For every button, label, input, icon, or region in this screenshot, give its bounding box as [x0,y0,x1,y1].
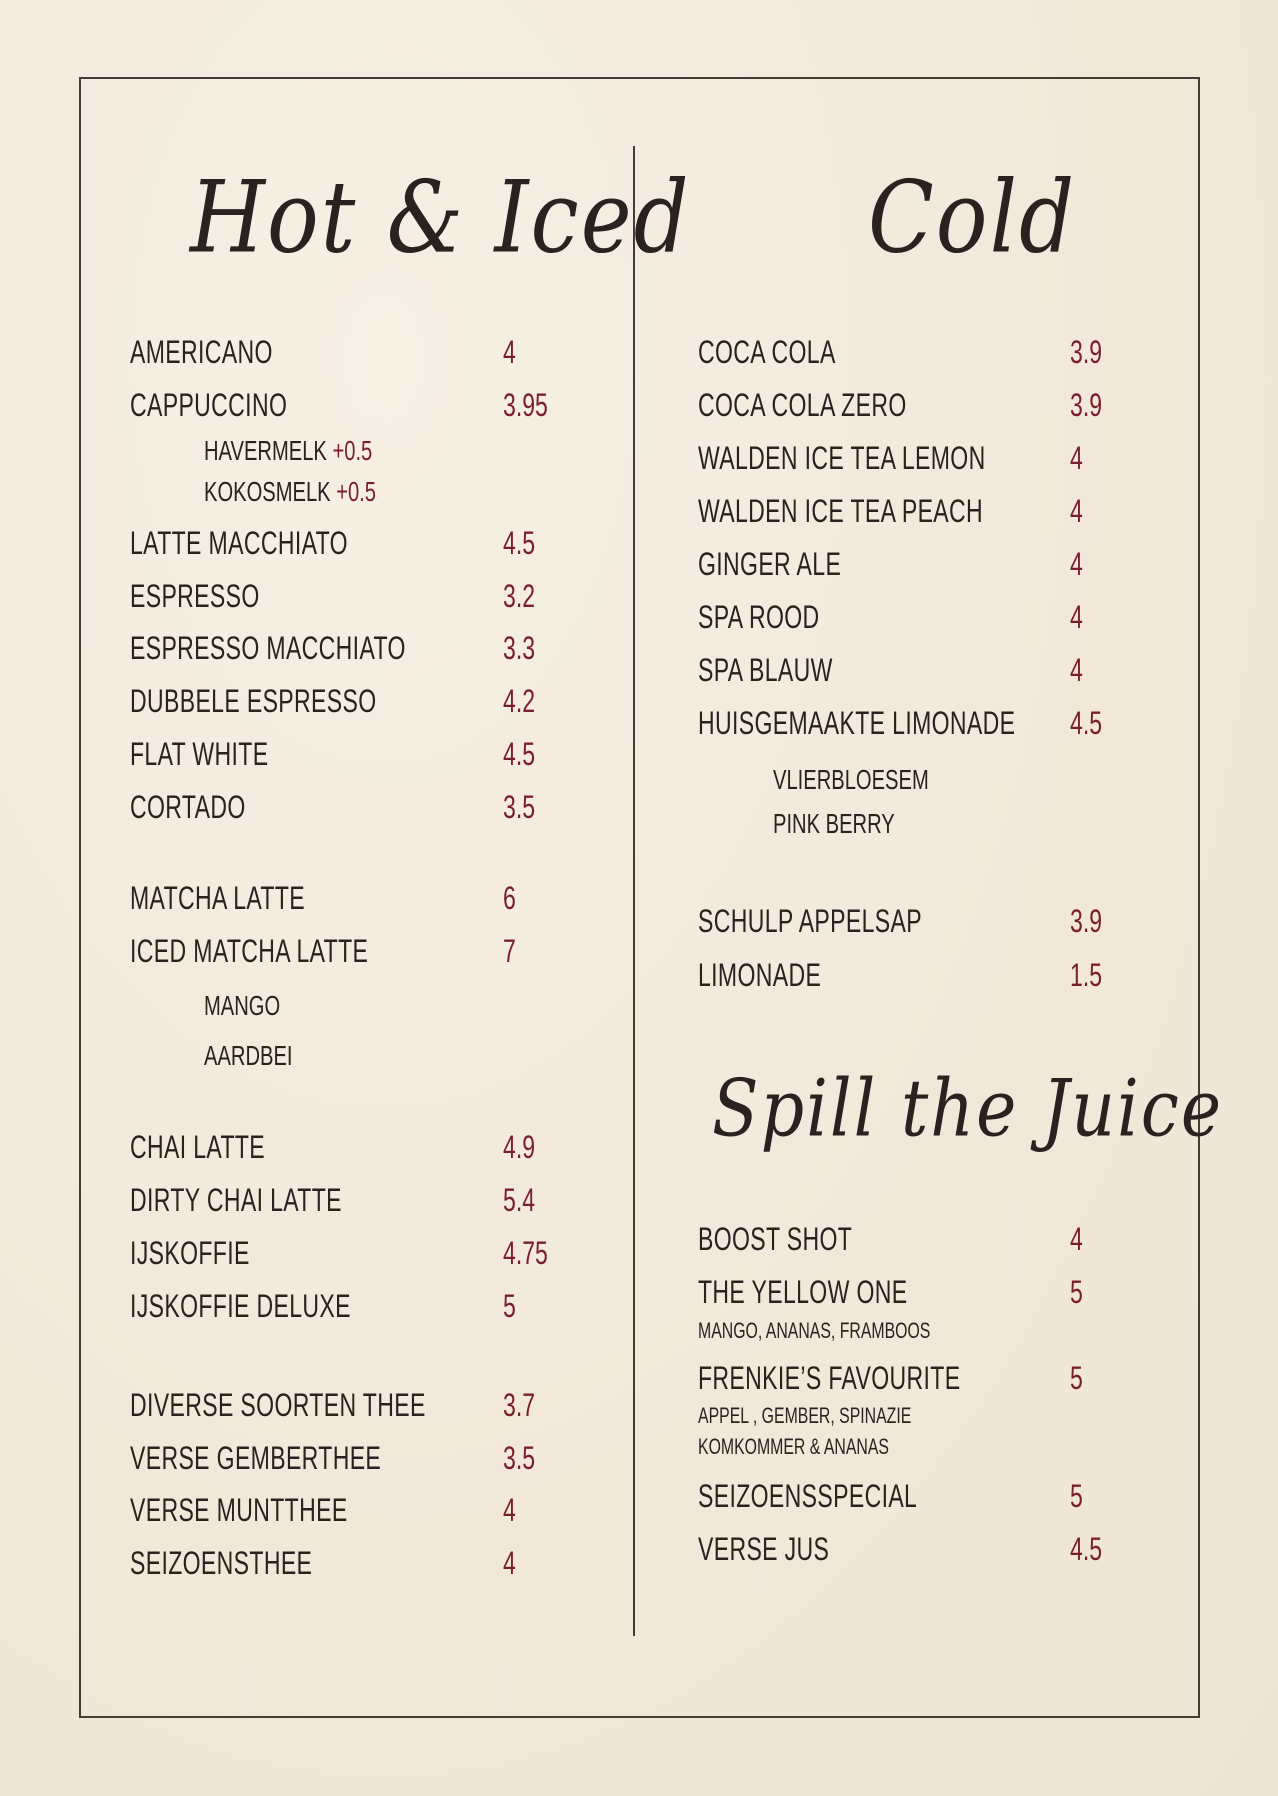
menu-item-price: 6 [503,880,516,916]
menu-item-price: 3.9 [1070,334,1103,370]
menu-item-price: 3.95 [503,387,548,423]
menu-item-price: 3.9 [1070,387,1103,423]
menu-item-name: IJSKOFFIE DELUXE [130,1288,351,1324]
section-title-hot-iced: Hot & Iced [190,160,691,276]
menu-item-price: 4.5 [1070,1531,1103,1567]
menu-item-price: 4.2 [503,683,536,719]
menu-item-name: COCA COLA [698,334,836,370]
menu-item-name: SPA ROOD [698,599,820,635]
menu-item-price: 4 [1070,599,1083,635]
column-divider [633,146,635,1636]
menu-item-price: 5 [1070,1360,1083,1396]
menu-item-price: 4.5 [1070,705,1103,741]
menu-item-name: DUBBELE ESPRESSO [130,683,377,719]
menu-item-price: 4 [503,334,516,370]
menu-item-name: CORTADO [130,789,246,825]
menu-item-price: 3.3 [503,630,536,666]
menu-item-name: LATTE MACCHIATO [130,525,348,561]
menu-item-name: SCHULP APPELSAP [698,903,922,939]
menu-item-name: GINGER ALE [698,546,842,582]
menu-item-price: 4 [503,1545,516,1581]
milk-option-extra: +0.5 [336,476,377,507]
menu-item-price: 4 [1070,1221,1083,1257]
section-title-cold: Cold [868,160,1077,276]
menu-item-price: 5 [1070,1478,1083,1514]
menu-item-price: 4 [1070,440,1083,476]
menu-item-price: 7 [503,933,516,969]
menu-item-name: SEIZOENSTHEE [130,1545,313,1581]
menu-item-name: FRENKIE’S FAVOURITE [698,1360,961,1396]
menu-item-name: BOOST SHOT [698,1221,853,1257]
menu-item-name: ICED MATCHA LATTE [130,933,369,969]
menu-item-price: 4.75 [503,1235,548,1271]
menu-item-price: 5.4 [503,1182,536,1218]
menu-item-name: ESPRESSO MACCHIATO [130,630,406,666]
ingredient-note: APPEL , GEMBER, SPINAZIE [698,1403,912,1428]
menu-item-price: 3.5 [503,1440,536,1476]
milk-option-name: HAVERMELK [204,435,327,466]
menu-item-name: SPA BLAUW [698,652,833,688]
menu-item-name: WALDEN ICE TEA LEMON [698,440,986,476]
menu-item-price: 1.5 [1070,957,1103,993]
menu-item-name: SEIZOENSSPECIAL [698,1478,918,1514]
menu-item-name: ESPRESSO [130,578,260,614]
menu-item-name: DIVERSE SOORTEN THEE [130,1387,426,1423]
menu-item-name: VERSE GEMBERTHEE [130,1440,382,1476]
menu-item-price: 4.5 [503,525,536,561]
menu-item-name: DIRTY CHAI LATTE [130,1182,342,1218]
menu-item-price: 3.7 [503,1387,536,1423]
menu-item-name: LIMONADE [698,957,822,993]
menu-item-price: 4 [1070,652,1083,688]
menu-item-price: 3.5 [503,789,536,825]
menu-item-name: VERSE JUS [698,1531,830,1567]
section-title-juice: Spill the Juice [712,1064,1224,1155]
flavour-option: AARDBEI [204,1040,293,1071]
menu-item-name: MATCHA LATTE [130,880,306,916]
menu-item-name: THE YELLOW ONE [698,1274,908,1310]
menu-item-name: VERSE MUNTTHEE [130,1492,348,1528]
menu-item-name: AMERICANO [130,334,273,370]
menu-item-name: CHAI LATTE [130,1129,266,1165]
flavour-option: PINK BERRY [773,808,895,839]
menu-item-price: 3.9 [1070,903,1103,939]
menu-item-name: HUISGEMAAKTE LIMONADE [698,705,1016,741]
menu-item-price: 3.2 [503,578,536,614]
menu-item-name: CAPPUCCINO [130,387,288,423]
menu-item-price: 4 [1070,493,1083,529]
menu-item-price: 4 [1070,546,1083,582]
menu-item-price: 5 [503,1288,516,1324]
milk-option [204,435,372,467]
ingredient-note: KOMKOMMER & ANANAS [698,1434,890,1459]
menu-item-price: 4.9 [503,1129,536,1165]
milk-option-extra: +0.5 [332,435,373,466]
flavour-option: MANGO [204,990,281,1021]
milk-option-name: KOKOSMELK [204,476,331,507]
menu-item-name: COCA COLA ZERO [698,387,907,423]
ingredient-note: MANGO, ANANAS, FRAMBOOS [698,1318,931,1343]
menu-item-name: FLAT WHITE [130,736,269,772]
flavour-option: VLIERBLOESEM [773,764,929,795]
menu-item-price: 5 [1070,1274,1083,1310]
menu-item-price: 4.5 [503,736,536,772]
menu-item-price: 4 [503,1492,516,1528]
menu-item-name: IJSKOFFIE [130,1235,250,1271]
milk-option [204,476,376,508]
menu-item-name: WALDEN ICE TEA PEACH [698,493,984,529]
